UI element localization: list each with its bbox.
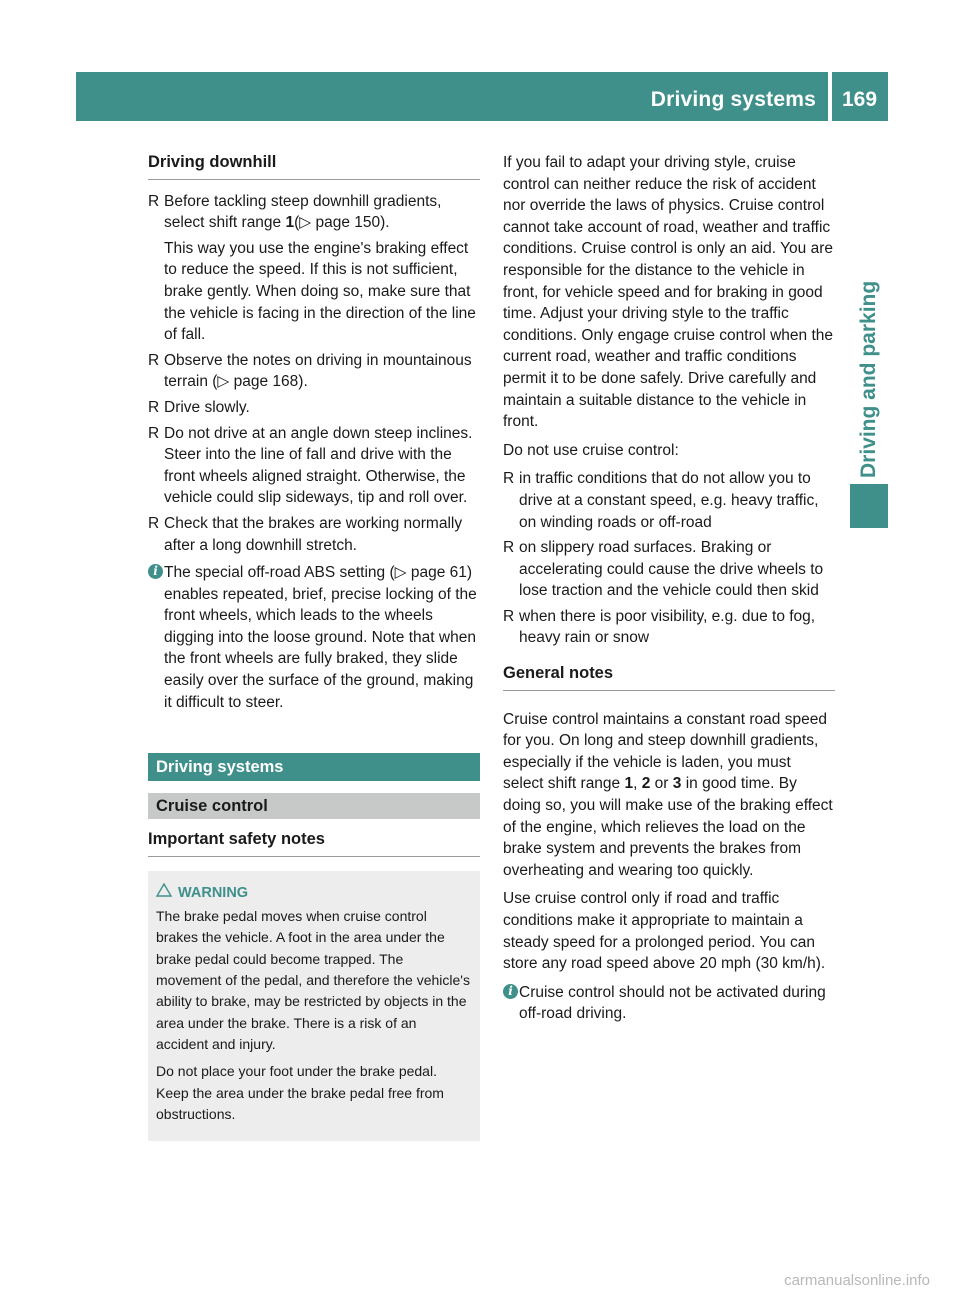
bullet-text: Observe the notes on driving in mountainous terrain (▷ page 168).: [164, 351, 472, 391]
text-span: Cruise control maintains a constant road speed for you. On long and steep downhill gradients, especially if the vehicle is laden, you must select shift range: [503, 710, 827, 793]
warning-text: Do not place your foot under the brake pedal. Keep the area under the brake pedal free from obstructions.: [156, 1063, 444, 1122]
paragraph: Do not use cruise control:: [503, 441, 679, 459]
bullet-text: Drive slowly.: [164, 398, 250, 416]
bullet-marker: R: [503, 607, 515, 625]
list-item: [148, 397, 480, 419]
warning-box: [148, 871, 480, 1141]
paragraph: [503, 709, 835, 882]
paragraph: If you fail to adapt your driving style, cruise control can neither reduce the risk of accident nor override the laws of physics. Cruise control cannot take account of road, weather and traffic conditions. Cruise control is only an aid. You are responsible for the distance to the vehicle in front, for vehicle speed and for braking in good time. Adjust your driving style to the traffic conditions. Only engage cruise control when the current road, weather and traffic conditions permit it to be done safely. Drive carefully and maintain a suitable distance to the vehicle in front.: [503, 154, 834, 431]
bullet-text: This way you use the engine's braking effect to reduce the speed. If this is not sufficient, brake gently. When doing so, make sure that the vehicle is facing in the direction of the line of fall.: [164, 239, 476, 344]
right-column: [503, 152, 835, 1033]
text-span: in good time. By doing so, you will make use of the braking effect of the engine, which relieves the load on the brake system and prevents the brakes from overheating and wearing too quickly.: [503, 775, 833, 879]
paragraph: Use cruise control only if road and traffic conditions make it appropriate to maintain a steady speed for a prolonged period. You can store any road speed above 20 mph (30 km/h).: [503, 890, 826, 973]
bullet-text: in traffic conditions that do not allow you to drive at a constant speed, e.g. heavy traffic, on winding roads or off-road: [519, 470, 819, 531]
shift-range: 3: [672, 775, 682, 793]
list-item: [148, 350, 480, 393]
watermark: carmanualsonline.info: [784, 1272, 930, 1289]
side-tab-label: Driving and parking: [857, 280, 880, 478]
info-text: Cruise control should not be activated during off-road driving.: [519, 983, 826, 1023]
side-tab-marker: [850, 484, 888, 528]
bullet-text: Check that the brakes are working normally after a long downhill stretch.: [164, 514, 463, 554]
warning-triangle-icon: [156, 883, 172, 904]
shift-range: 1: [624, 775, 634, 793]
shift-range: 2: [641, 775, 651, 793]
downhill-heading: Driving downhill: [148, 152, 480, 180]
bullet-marker: R: [503, 539, 515, 557]
list-item: [503, 537, 835, 602]
subsection-banner: Cruise control: [148, 793, 480, 819]
bullet-marker: R: [148, 398, 160, 416]
header-bar: [76, 72, 828, 121]
header-title: Driving systems: [650, 88, 816, 111]
page-number: 169: [842, 88, 878, 111]
text-span: Before tackling steep downhill gradients, select shift range: [164, 192, 442, 232]
text-span: ,: [633, 775, 642, 793]
left-column: [148, 152, 480, 1141]
bullet-text: Do not drive at an angle down steep inclines. Steer into the line of fall and drive with the front wheels aligned straight. Otherwise, the vehicle could slip sideways, tip and roll over.: [164, 424, 473, 507]
bullet-marker: R: [148, 351, 160, 369]
warning-header: [156, 883, 472, 904]
bullet-marker: R: [148, 424, 160, 442]
bullet-text: [164, 191, 480, 234]
list-item: [503, 606, 835, 649]
safety-heading: Important safety notes: [148, 829, 480, 857]
info-icon: i: [503, 984, 518, 999]
shift-range: 1: [285, 214, 295, 232]
info-text: The special off-road ABS setting (▷ page 61) enables repeated, brief, precise locking of the front wheels, which leads to the wheels digging into the loose ground. Note that when the front wheels are fully braked, they slide easily over the surface of the ground, making it difficult to steer.: [164, 564, 477, 711]
info-icon: i: [148, 564, 163, 579]
section-banner: Driving systems: [148, 753, 480, 781]
list-item: [503, 468, 835, 533]
warning-label: WARNING: [178, 884, 249, 901]
list-item: [148, 423, 480, 509]
list-item: [148, 513, 480, 556]
text-span: or: [650, 775, 673, 793]
bullet-text: on slippery road surfaces. Braking or accelerating could cause the drive wheels to lose traction and the vehicle could then skid: [519, 539, 824, 600]
general-notes-heading: General notes: [503, 663, 835, 691]
bullet-marker: R: [148, 192, 160, 210]
bullet-text: when there is poor visibility, e.g. due to fog, heavy rain or snow: [519, 607, 816, 647]
list-item: [148, 191, 480, 346]
info-note-abs: [148, 562, 480, 713]
page-link[interactable]: (▷ page 150).: [294, 214, 390, 232]
bullet-marker: R: [148, 514, 160, 532]
info-note-offroad: [503, 982, 835, 1025]
warning-text: The brake pedal moves when cruise control brakes the vehicle. A foot in the area under the brake pedal could become trapped. The movement of the pedal, and therefore the vehicle's ability to brake, may be restricted by objects in the area under the brake. There is a risk of an accident and injury.: [156, 908, 470, 1052]
cruise-restriction-list: [503, 468, 835, 649]
page-number-box: [832, 72, 888, 121]
bullet-marker: R: [503, 470, 515, 488]
downhill-list: [148, 191, 480, 557]
